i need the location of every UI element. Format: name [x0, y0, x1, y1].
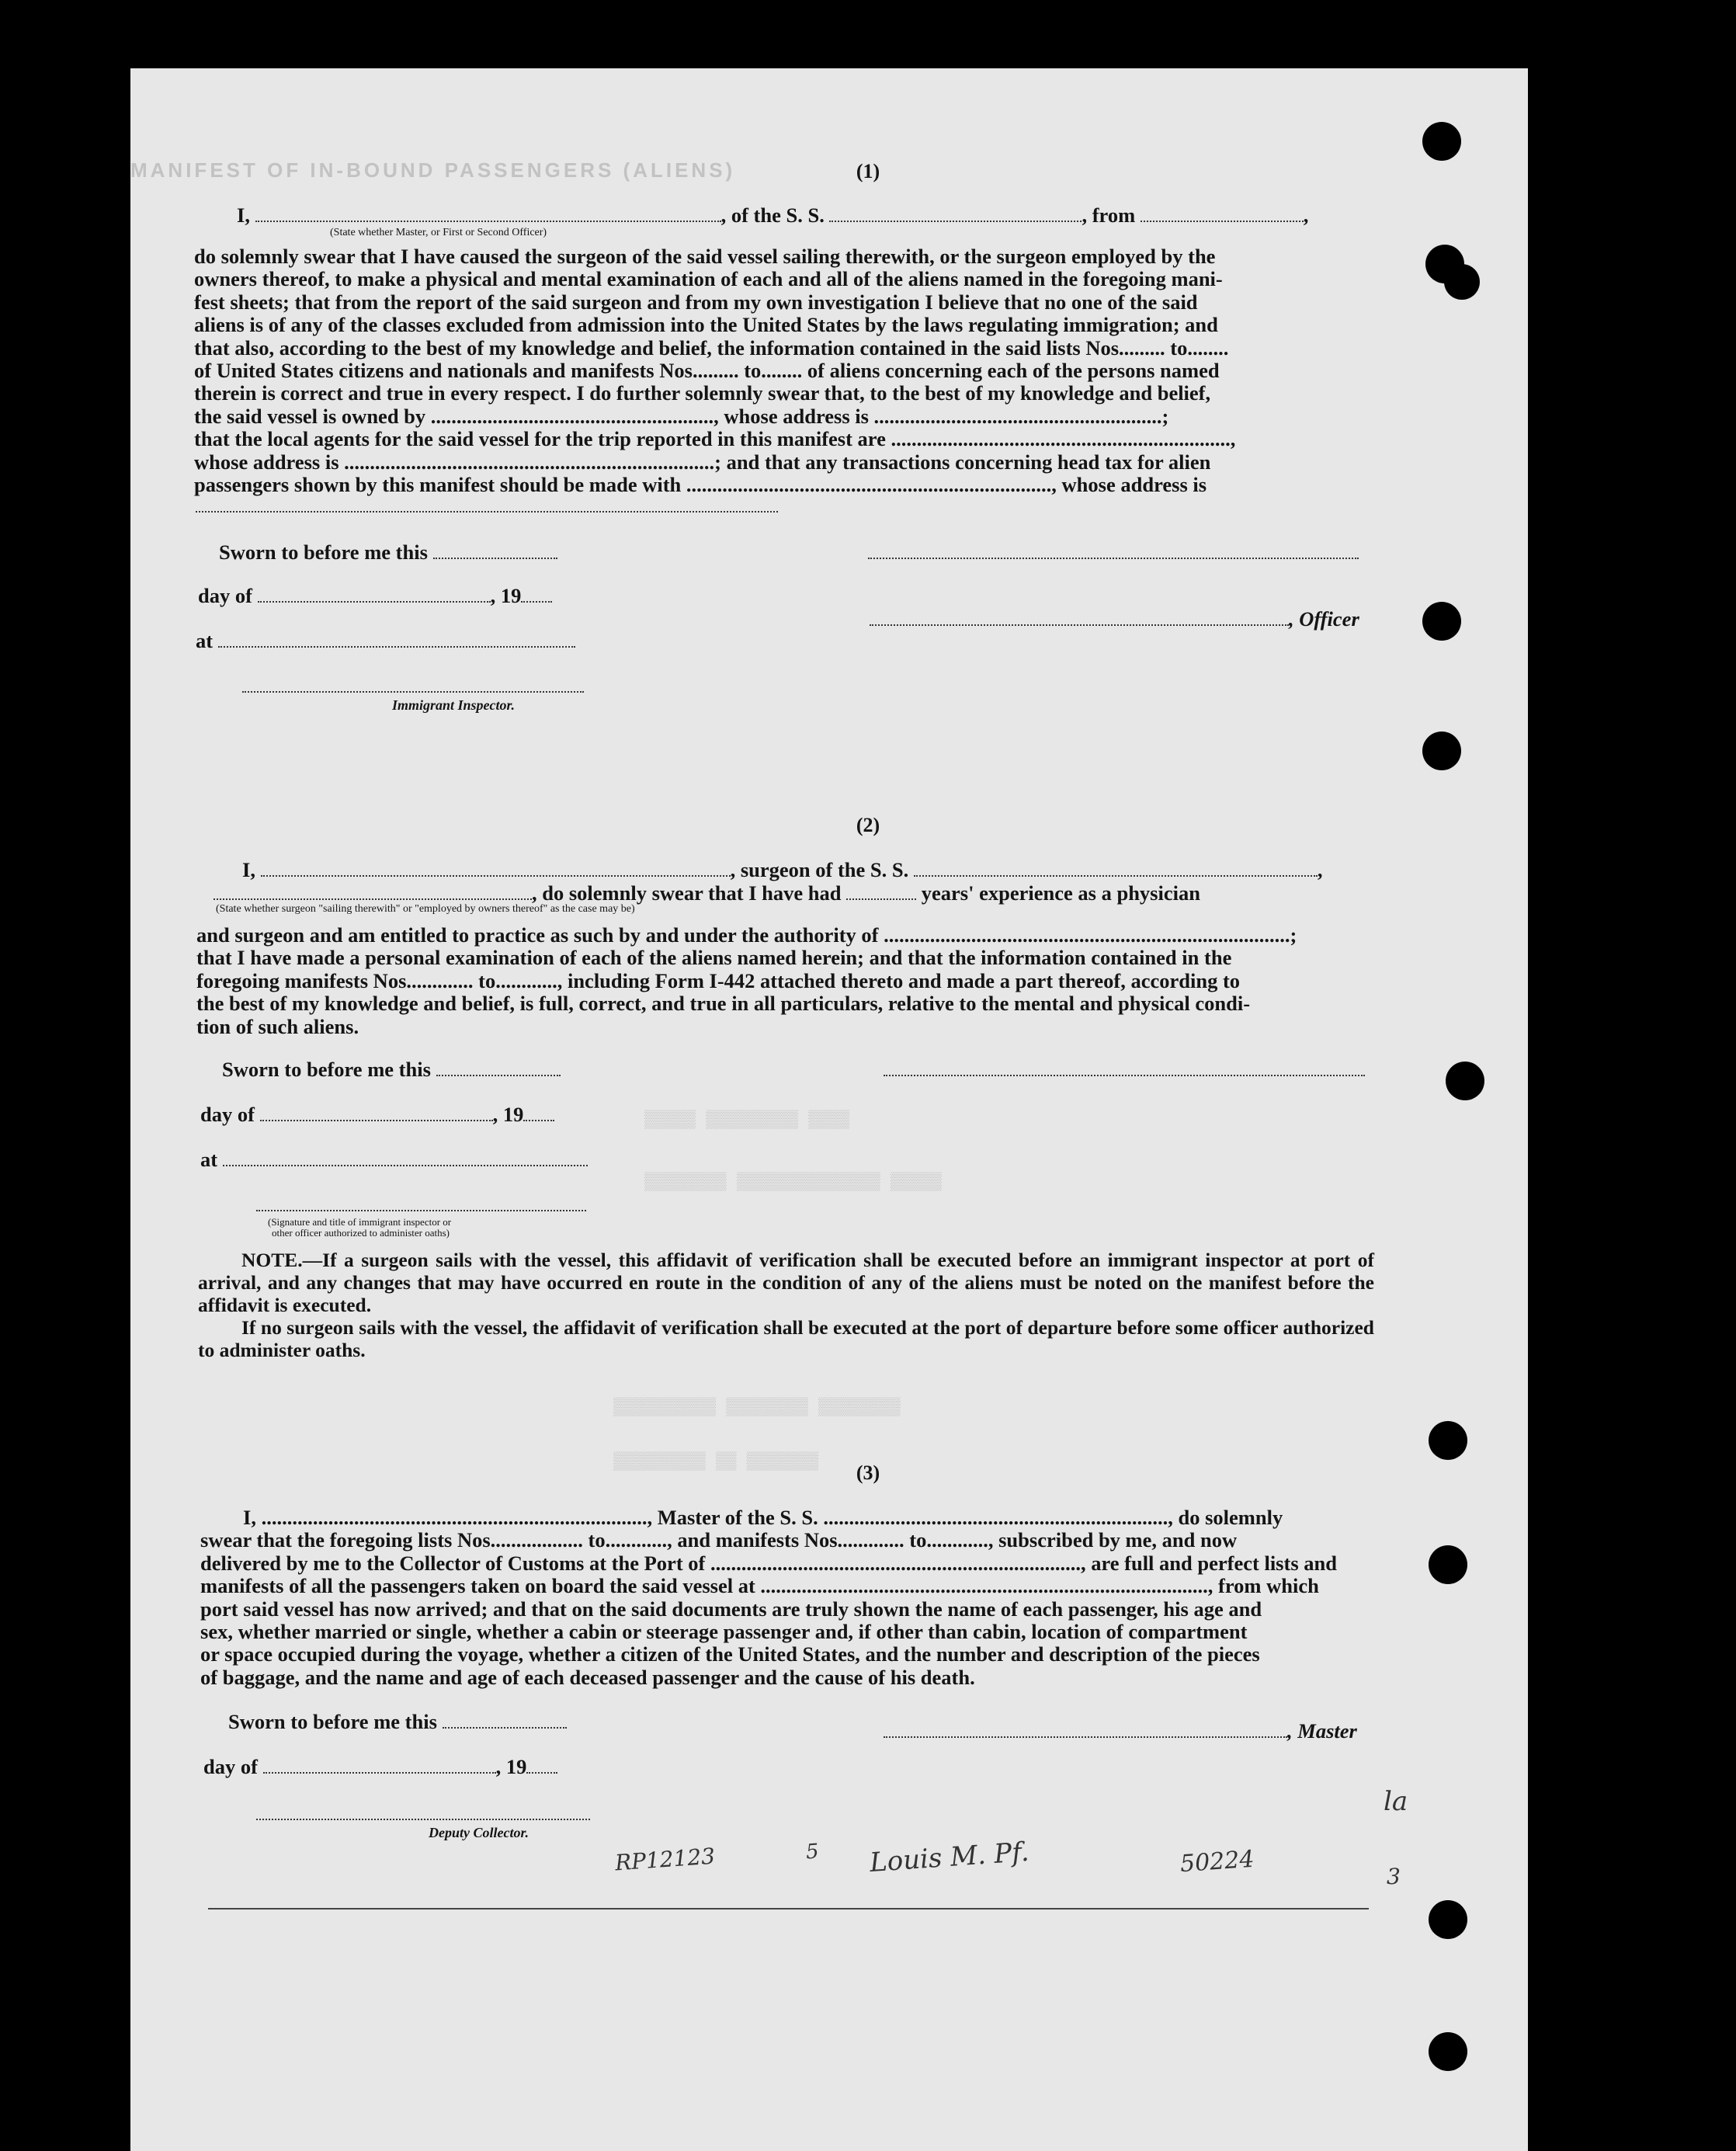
collector-signature-line	[256, 1817, 590, 1820]
margin-mark: 3	[1387, 1864, 1401, 1889]
sworn-line: Sworn to before me this	[228, 1710, 567, 1734]
handwritten-mark: 5	[804, 1840, 820, 1864]
section-number: (3)	[856, 1461, 880, 1484]
at-line: at	[200, 1148, 588, 1172]
field-caption: (State whether Master, or First or Second Officer)	[330, 227, 547, 238]
vessel-name-field	[914, 858, 1318, 877]
inspector-caption: Immigrant Inspector.	[392, 697, 516, 713]
collector-caption: Deputy Collector.	[429, 1825, 529, 1840]
signature-line	[868, 556, 1359, 559]
punch-hole	[1422, 731, 1461, 770]
day-line: day of , 19	[203, 1755, 557, 1779]
affidavit-2-body: and surgeon and am entitled to practice as such by and under the authority of ...............................................................................; that I have made a personal examination of each of the aliens named herein; and that the information contained in the foregoing manifests Nos............. to............, including Form I-442 attached thereto and made a part thereof, according to the best of my knowledge and belief, is full, correct, and true in all particulars, relative to the mental and physical condi- tion of such aliens.	[196, 923, 1297, 1038]
affidavit-1-opening: I, , of the S. S. , from ,	[237, 203, 1309, 227]
bleed-through: ▒▒▒▒▒ ▒▒▒▒▒▒▒▒▒ ▒▒▒▒	[644, 1110, 850, 1130]
punch-hole	[1444, 264, 1480, 300]
punch-hole	[1422, 122, 1461, 161]
affidavit-3-body: I, ..........................................................................., Master of the S. S. ..................................................................., do solemnly swear that the foregoing lists Nos.................. to............, and manifests Nos............. to............, subscribed by me, and now delivered by me to the Collector of Customs at the Port of ........................................................................, are full and perfect lists and manifests of all the passengers taken on board the said vessel at ......................................................................................., from which port said vessel has now arrived; and that on the said documents are truly shown the name of each passenger, his age and sex, whether married or single, whether a cabin or steerage passenger and, if other than cabin, location of compartment or space occupied during the voyage, whether a citizen of the United States, and the number and description of the pieces of baggage, and the name and age of each deceased passenger and the cause of his death.	[200, 1506, 1337, 1689]
day-line: day of , 19	[198, 584, 552, 608]
punch-hole	[1429, 1545, 1467, 1584]
years-field	[846, 881, 916, 900]
handwritten-signature: Louis M. Pf.	[868, 1836, 1030, 1879]
bleed-through: ▒▒▒▒▒▒▒▒▒ ▒▒ ▒▒▒▒▒▒▒	[613, 1452, 819, 1472]
punch-hole	[1446, 1062, 1484, 1100]
section-number: (1)	[856, 160, 880, 182]
margin-mark: la	[1384, 1786, 1408, 1817]
handwritten-number: 50224	[1179, 1845, 1255, 1878]
punch-hole	[1422, 602, 1461, 641]
at-line: at	[196, 629, 575, 653]
sig-caption: (Signature and title of immigrant inspector or	[268, 1216, 452, 1228]
inspector-signature-line	[256, 1208, 586, 1211]
affidavit-1-body: do solemnly swear that I have caused the surgeon of the said vessel sailing therewith, or the surgeon employed by the owners thereof, to make a physical and mental examination of each and all of the aliens named in the foregoing mani- fest sheets; that from the report of the said surgeon and from my own investigation I believe that no one of the said aliens is of any of the classes excluded from admission into the United States by the laws regulating immigration; and that also, according to the best of my knowledge and belief, the information contained in the said lists Nos......... to........ of United States citizens and nationals and manifests Nos......... to........ of aliens concerning each of the persons named therein is correct and true in every respect. I do further solemnly swear that, to the best of my knowledge and belief, the said vessel is owned by ......................................................., whose address is ........................................................; that the local agents for the said vessel for the trip reported in this manifest are .................................................................., whose address is ........................................................................; and that any transactions concerning head tax for alien passengers shown by this manifest should be made with ......................................................................., whose address is	[194, 245, 1236, 497]
field-caption: (State whether surgeon "sailing therewith" or "employed by owners thereof" as the case may be)	[216, 903, 635, 915]
surgeon-name-field	[261, 858, 731, 877]
inspector-signature-line	[242, 690, 584, 693]
affidavit-2-line2: , do solemnly swear that I have had years' experience as a physician	[214, 881, 1200, 905]
punch-hole	[1429, 2032, 1467, 2071]
departure-port-field	[1141, 203, 1304, 222]
sworn-line: Sworn to before me this	[222, 1058, 561, 1082]
address-continuation-line	[196, 509, 778, 513]
punch-hole	[1429, 1421, 1467, 1460]
note-block: NOTE.—If a surgeon sails with the vessel, this affidavit of verification shall be executed before an immigrant inspector at port of arrival, and any changes that may have occurred en route in the condition of any of the aliens must be noted on the manifest before the affidavit is executed. If no surgeon sails with the vessel, the affidavit of verification shall be executed at the port of departure before some officer authorized to administer oaths.	[198, 1249, 1374, 1361]
master-line: , Master	[884, 1719, 1357, 1743]
bleed-through: ▒▒▒▒▒▒▒▒ ▒▒▒▒▒▒▒▒▒▒▒▒▒▒ ▒▒▒▒▒	[644, 1173, 942, 1192]
section-number: (2)	[856, 814, 880, 836]
officer-rank-field	[255, 203, 721, 222]
sworn-line: Sworn to before me this	[219, 540, 557, 565]
day-line: day of , 19	[200, 1103, 554, 1127]
affidavit-2-opening: I, , surgeon of the S. S. ,	[242, 858, 1323, 881]
punch-hole	[1429, 1900, 1467, 1939]
bottom-rule	[208, 1906, 1369, 1909]
vessel-name-field	[829, 203, 1082, 222]
handwritten-stamp: RP12123	[614, 1843, 716, 1876]
officer-line: , Officer	[870, 607, 1359, 631]
bleed-through-heading: MANIFEST OF IN-BOUND PASSENGERS (ALIENS)	[130, 158, 736, 182]
sig-caption: other officer authorized to administer oaths)	[272, 1227, 450, 1239]
signature-line	[884, 1073, 1365, 1076]
bleed-through: ▒▒▒▒▒▒▒▒▒▒ ▒▒▒▒▒▒▒▒ ▒▒▒▒▒▒▒▒	[613, 1398, 901, 1417]
